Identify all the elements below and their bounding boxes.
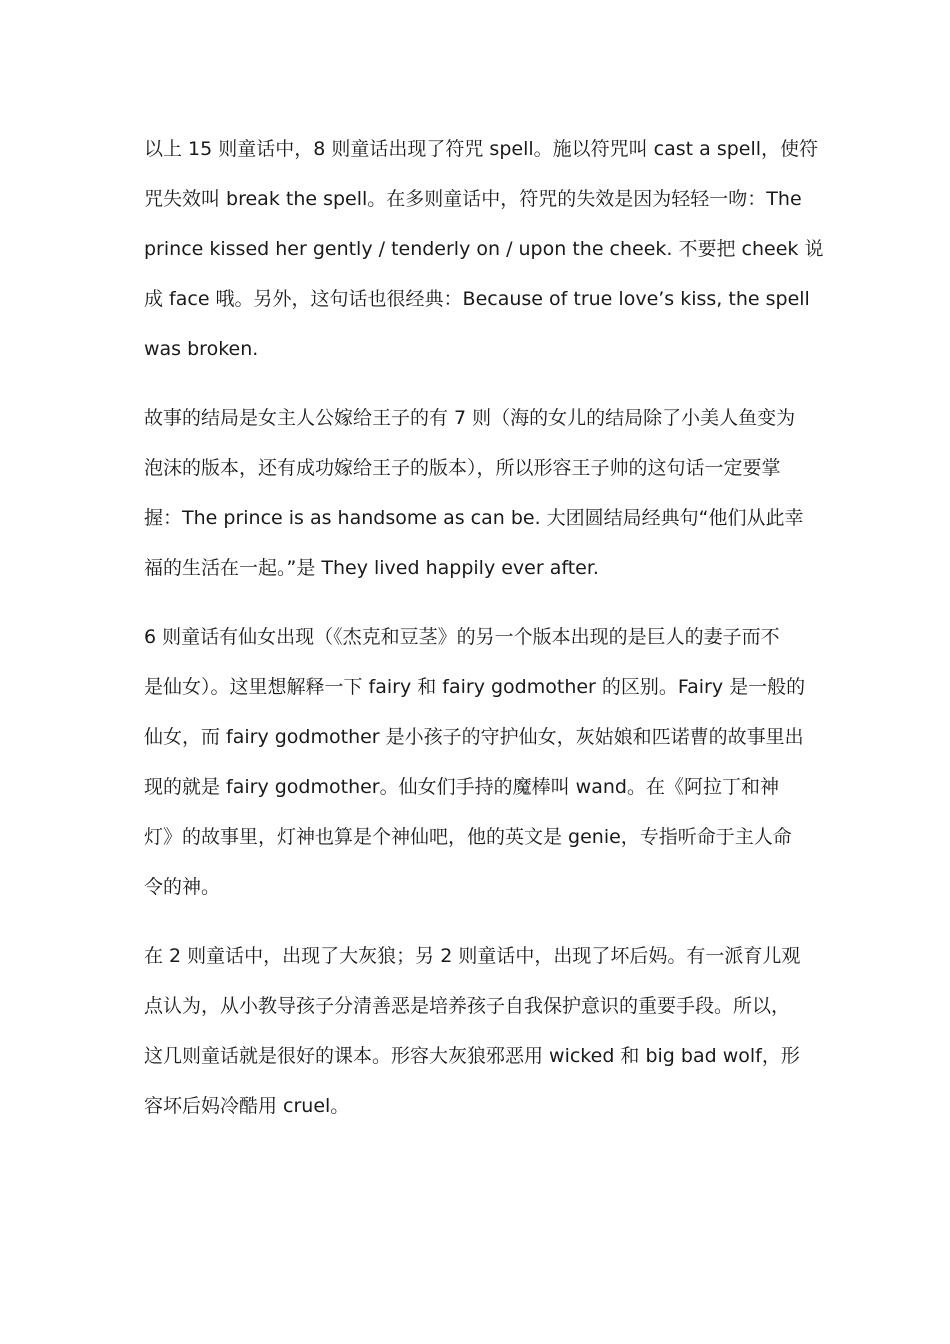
text-line: 握：The prince is as handsome as can be. 大团圆结局经典句“他们从此幸 (144, 507, 804, 529)
text-line: 现的就是 fairy godmother。仙女们手持的魔棒叫 wand。在《阿拉丁和神 (144, 776, 779, 798)
text-line: 这几则童话就是很好的课本。形容大灰狼邪恶用 wicked 和 big bad wolf，形 (144, 1045, 800, 1067)
text-line: 容坏后妈冷酷用 cruel。 (144, 1095, 350, 1117)
text-line: was broken. (144, 338, 259, 360)
text-line: 点认为，从小教导孩子分清善恶是培养孩子自我保护意识的重要手段。所以， (144, 995, 791, 1017)
text-line: 是仙女）。这里想解释一下 fairy 和 fairy godmother 的区别。Fairy 是一般的 (144, 676, 806, 698)
text-line: 故事的结局是女主人公嫁给王子的有 7 则（海的女儿的结局除了小美人鱼变为 (144, 407, 796, 429)
text-line: 灯》的故事里，灯神也算是个神仙吧，他的英文是 genie，专指听命于主人命 (144, 826, 792, 848)
text-line: 令的神。 (144, 876, 221, 898)
document-body (144, 124, 824, 1131)
paragraph-spell (144, 124, 824, 374)
text-line: prince kissed her gently / tenderly on / upon the cheek. 不要把 cheek 说 (144, 238, 824, 260)
paragraph-gap (144, 593, 804, 612)
paragraph-gap (144, 374, 804, 393)
text-line: 以上 15 则童话中，8 则童话出现了符咒 spell。施以符咒叫 cast a spell，使符 (144, 138, 819, 160)
text-line: 在 2 则童话中，出现了大灰狼；另 2 则童话中，出现了坏后妈。有一派育儿观 (144, 945, 801, 967)
text-line: 咒失效叫 break the spell。在多则童话中，符咒的失效是因为轻轻一吻：The (144, 188, 802, 210)
paragraph-gap (144, 912, 804, 931)
paragraph-ending (144, 393, 804, 593)
text-line: 6 则童话有仙女出现（《杰克和豆茎》的另一个版本出现的是巨人的妻子而不 (144, 626, 780, 648)
text-line: 福的生活在一起。”是 They lived happily ever after. (144, 557, 599, 579)
text-line: 泡沫的版本，还有成功嫁给王子的版本），所以形容王子帅的这句话一定要掌 (144, 457, 781, 479)
paragraph-fairy (144, 612, 804, 912)
text-line: 仙女，而 fairy godmother 是小孩子的守护仙女，灰姑娘和匹诺曹的故事里出 (144, 726, 804, 748)
paragraph-villains (144, 931, 804, 1131)
text-line: 成 face 哦。另外，这句话也很经典：Because of true love’s kiss, the spell (144, 288, 810, 310)
